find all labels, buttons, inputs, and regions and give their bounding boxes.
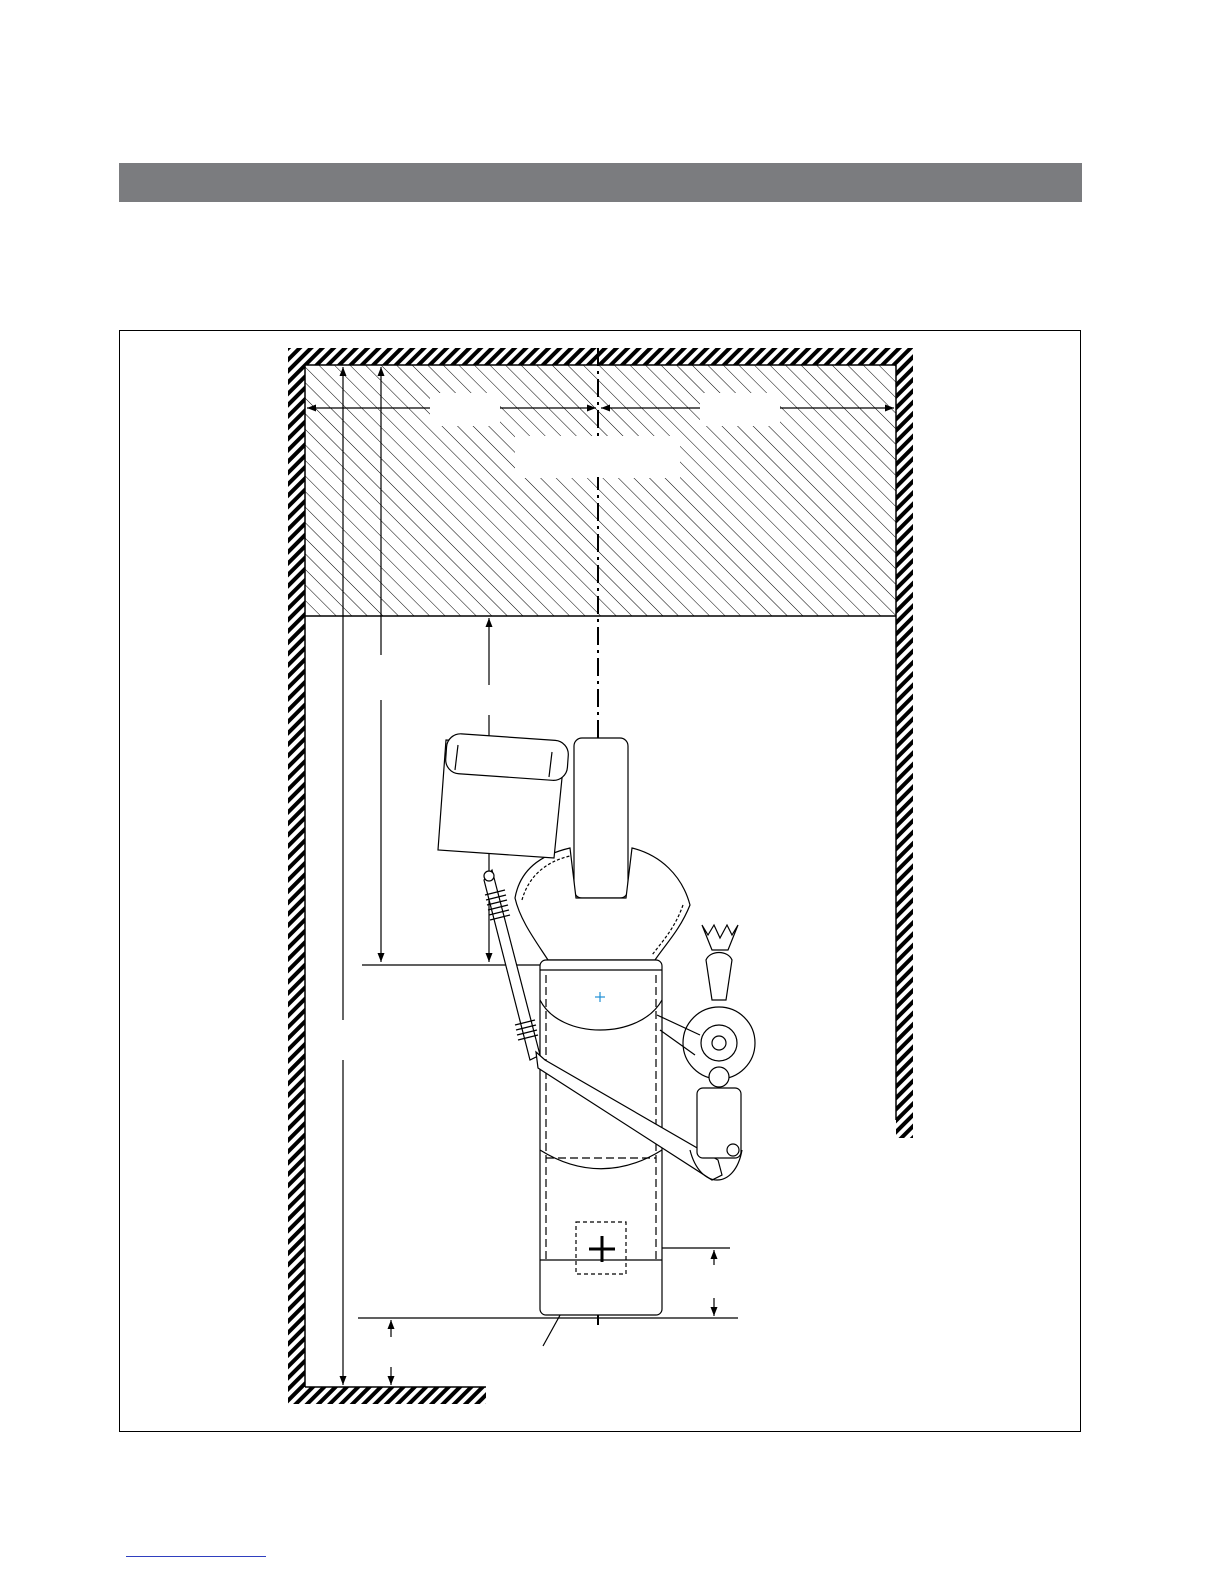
chair-headrest — [574, 738, 628, 898]
dim-label-box-left — [430, 393, 500, 426]
dim-label-box-right — [700, 393, 780, 426]
clearance-zone — [305, 365, 896, 616]
footer-link-underline[interactable] — [126, 1556, 266, 1557]
instrument-tray-fork — [702, 925, 738, 950]
wall-top — [288, 348, 913, 365]
unit-holder — [706, 953, 732, 1001]
wall-bottom — [288, 1387, 486, 1404]
wall-left — [288, 348, 305, 1404]
wall-right — [896, 348, 913, 1138]
